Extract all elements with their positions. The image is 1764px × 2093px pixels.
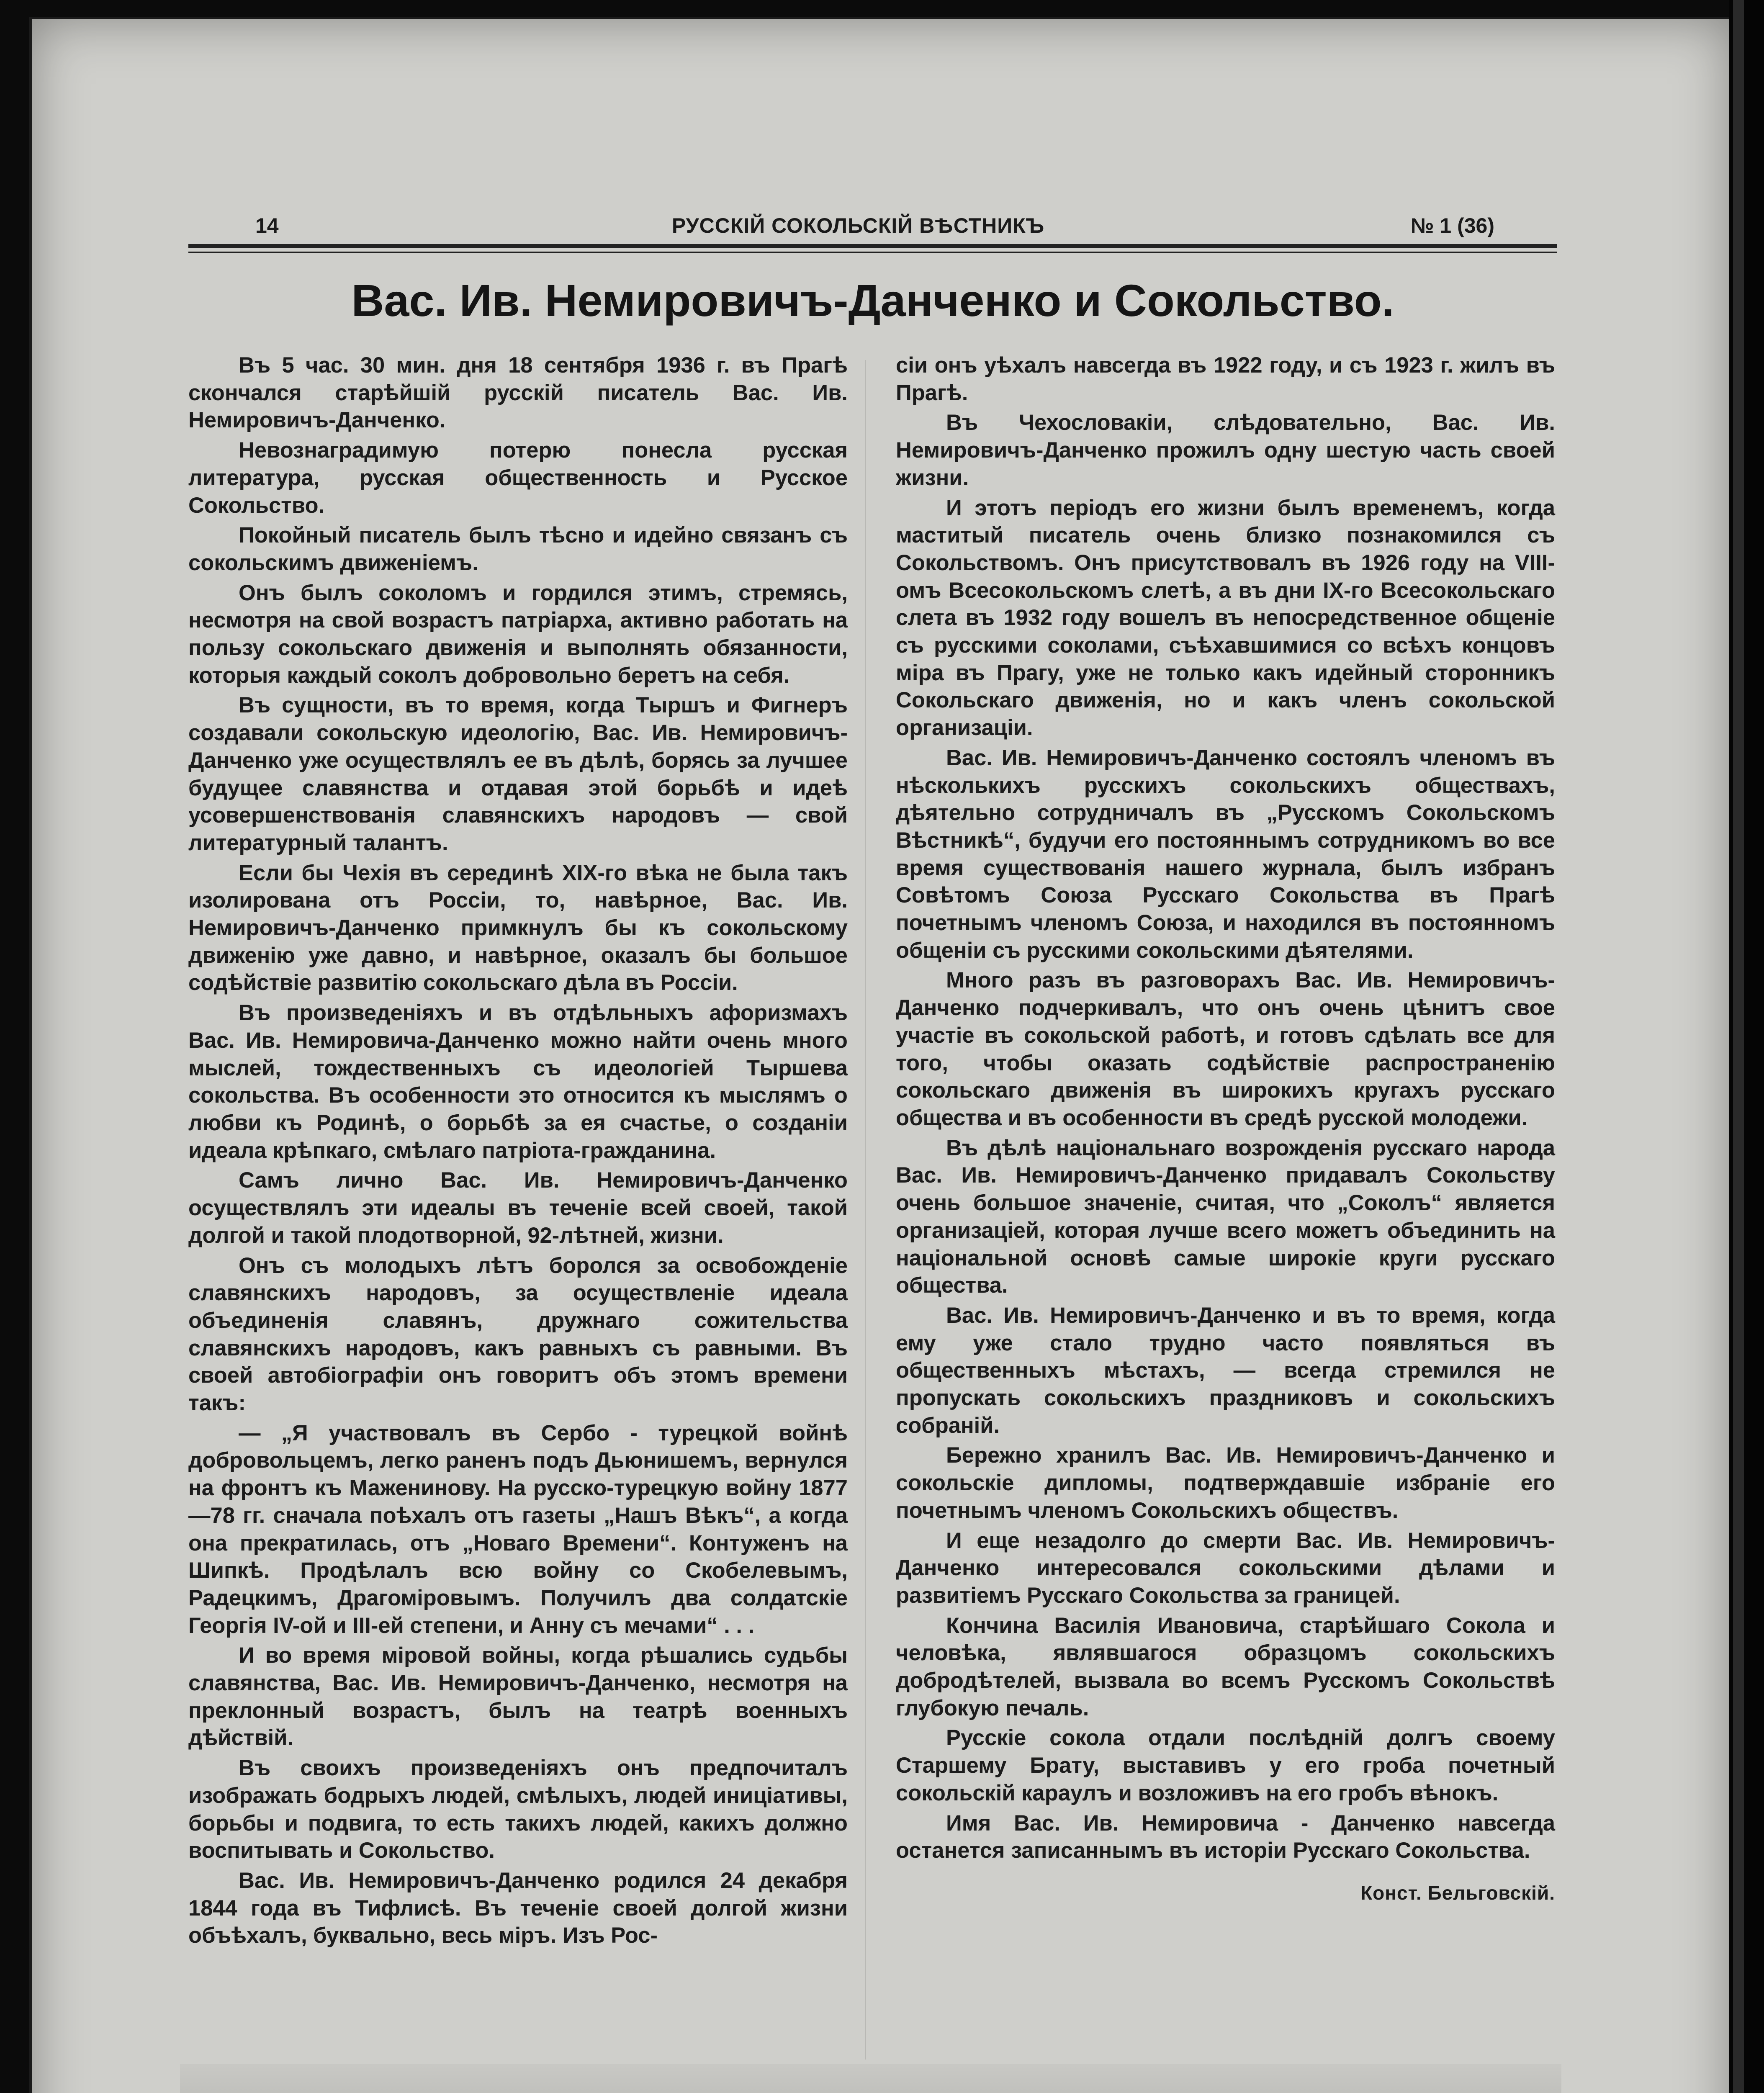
paragraph: Онъ съ молодыхъ лѣтъ боролся за освобожденіе славянскихъ народовъ, за осуществленіе идеала объединенія славянъ, дружнаго сожительства славянскихъ народовъ, какъ равныхъ съ равными. Въ своей автобіографіи онъ говоритъ объ этомъ времени такъ: xyxy=(188,1253,848,1416)
bleed-through-shadow xyxy=(180,2064,1561,2093)
paragraph: Вас. Ив. Немировичъ-Данченко состоялъ членомъ въ нѣсколькихъ русскихъ сокольскихъ обществахъ, дѣятельно сотрудничалъ въ „Русскомъ Сокольскомъ Вѣстникѣ“, будучи его постояннымъ сотрудникомъ во все время существованія нашего журнала, былъ избранъ Совѣтомъ Союза Русскаго Сокольства въ Прагѣ почетнымъ членомъ Союза, и находился въ постоянномъ общеніи съ русскими сокольскими дѣятелями. xyxy=(896,745,1555,963)
scan-right-edge xyxy=(1729,0,1764,2093)
paragraph-continuation: сіи онъ уѣхалъ навсегда въ 1922 году, и съ 1923 г. жилъ въ Прагѣ. xyxy=(896,353,1555,405)
paragraph: Самъ лично Вас. Ив. Немировичъ-Данченко осуществлялъ эти идеалы въ теченіе всей своей, такой долгой и такой плодотворной, 92-лѣтней, жизни. xyxy=(188,1168,848,1248)
page-number: 14 xyxy=(255,214,279,237)
scan-edge-strip xyxy=(1733,0,1744,2093)
paragraph: — „Я участвовалъ въ Сербо - турецкой войнѣ добровольцемъ, легко раненъ подъ Дьюнишемъ, вернулся на фронтъ къ Маженинову. На русско-турецкую войну 1877—78 гг. сначала поѣхалъ отъ газеты „Нашъ Вѣкъ“, а когда она прекратилась, отъ „Новаго Времени“. Контуженъ на Шипкѣ. Продѣлалъ всю войну со Скобелевымъ, Радецкимъ, Драгоміровымъ. Получилъ два солдатскіе Георгія IV-ой и III-ей степени, и Анну съ мечами“ . . . xyxy=(188,1420,848,1638)
paragraph: Русскіе сокола отдали послѣдній долгъ своему Старшему Брату, выставивъ у его гроба почетный сокольскій караулъ и возложивъ на его гробъ вѣнокъ. xyxy=(896,1725,1555,1805)
paragraph: И этотъ періодъ его жизни былъ временемъ, когда маститый писатель очень близко познакомился съ Сокольствомъ. Онъ присутствовалъ въ 1926 году на VIII-омъ Всесокольскомъ слетѣ, а въ дни IX-го Всесокольскаго слета въ 1932 году вошелъ въ непосредственное общеніе съ русскими соколами, съѣхавшимися со всѣхъ концовъ міра въ Прагу, уже не только какъ идейный сторонникъ Сокольскаго движенія, но и какъ членъ сокольской организаціи. xyxy=(896,495,1555,741)
paragraph: Покойный писатель былъ тѣсно и идейно связанъ съ сокольскимъ движеніемъ. xyxy=(188,523,848,575)
paragraph: Въ 5 час. 30 мин. дня 18 сентября 1936 г. въ Прагѣ скончался старѣйшій русскій писатель Вас. Ив. Немировичъ-Данченко. xyxy=(188,353,848,433)
paragraph: Въ Чехословакіи, слѣдовательно, Вас. Ив. Немировичъ-Данченко прожилъ одну шестую часть своей жизни. xyxy=(896,410,1555,490)
paragraph: И еще незадолго до смерти Вас. Ив. Немировичъ-Данченко интересовался сокольскими дѣлами и развитіемъ Русскаго Сокольства за границей. xyxy=(896,1528,1555,1608)
paragraph: Онъ былъ соколомъ и гордился этимъ, стремясь, несмотря на свой возрастъ патріарха, активно работать на пользу сокольскаго движенія и выполнять обязанности, которыя каждый соколъ добровольно беретъ на себя. xyxy=(188,580,848,688)
paragraph: Въ сущности, въ то время, когда Тыршъ и Фигнеръ создавали сокольскую идеологію, Вас. Ив. Немировичъ-Данченко уже осуществлялъ ее въ дѣлѣ, борясь за лучшее будущее славянства и отдавая этой борьбѣ и идеѣ усовершенствованія славянскихъ народовъ — свой литературный талантъ. xyxy=(188,693,848,855)
paragraph: Много разъ въ разговорахъ Вас. Ив. Немировичъ-Данченко подчеркивалъ, что онъ очень цѣнитъ свое участіе въ сокольской работѣ, и готовъ сдѣлать все для того, чтобы оказать содѣйствіе распространенію сокольскаго движенія въ широкихъ кругахъ русскаго общества и въ особенности въ средѣ русской молодежи. xyxy=(896,968,1555,1130)
author-signature: Конст. Бельговскій. xyxy=(1360,1882,1555,1904)
column-gutter xyxy=(865,360,866,2060)
paragraph: И во время міровой войны, когда рѣшались судьбы славянства, Вас. Ив. Немировичъ-Данченко, несмотря на преклонный возрастъ, былъ на театрѣ военныхъ дѣйствій. xyxy=(188,1643,848,1751)
paragraph: Имя Вас. Ив. Немировича - Данченко навсегда останется записаннымъ въ исторіи Русскаго Сокольства. xyxy=(896,1810,1555,1863)
header-rule-thick xyxy=(188,244,1557,248)
paragraph: Невознаградимую потерю понесла русская литература, русская общественность и Русское Сокольство. xyxy=(188,438,848,518)
paragraph: Въ своихъ произведеніяхъ онъ предпочиталъ изображать бодрыхъ людей, смѣлыхъ, людей иниціативы, борьбы и подвига, то есть такихъ людей, какихъ должно воспитывать и Сокольство. xyxy=(188,1756,848,1863)
right-column xyxy=(896,352,1555,1910)
issue-number: № 1 (36) xyxy=(1410,214,1494,237)
paragraph: Бережно хранилъ Вас. Ив. Немировичъ-Данченко и сокольскіе дипломы, подтверждавшіе избраніе его почетнымъ членомъ Сокольскихъ обществъ. xyxy=(896,1443,1555,1523)
paragraph: Кончина Василія Ивановича, старѣйшаго Сокола и человѣка, являвшагося образцомъ сокольскихъ добродѣтелей, вызвала во всемъ Русскомъ Сокольствѣ глубокую печаль. xyxy=(896,1613,1555,1720)
paragraph: Вас. Ив. Немировичъ-Данченко родился 24 декабря 1844 года въ Тифлисѣ. Въ теченіе своей долгой жизни объѣхалъ, буквально, весь міръ. Изъ Рос- xyxy=(188,1868,848,1948)
paragraph: Если бы Чехія въ серединѣ XIX-го вѣка не была такъ изолирована отъ Россіи, то, навѣрное, Вас. Ив. Немировичъ-Данченко примкнулъ бы къ сокольскому движенію уже давно, и навѣрное, оказалъ бы большое содѣйствіе развитію сокольскаго дѣла въ Россіи. xyxy=(188,860,848,995)
journal-title: РУССКІЙ СОКОЛЬСКІЙ ВѢСТНИКЪ xyxy=(671,214,1045,237)
paragraph: Въ произведеніяхъ и въ отдѣльныхъ афоризмахъ Вас. Ив. Немировича-Данченко можно найти очень много мыслей, тождественныхъ съ идеологіей Тыршева сокольства. Въ особенности это относится къ мыслямъ о любви къ Родинѣ, о борьбѣ за ея счастье, о созданіи идеала крѣпкаго, смѣлаго патріота-гражданина. xyxy=(188,1000,848,1163)
left-column xyxy=(188,352,848,1952)
paragraph: Въ дѣлѣ національнаго возрожденія русскаго народа Вас. Ив. Немировичъ-Данченко придавалъ Сокольству очень большое значеніе, считая, что „Соколъ“ является организаціей, которая лучше всего можетъ объединить на національной основѣ самые широкіе круги русскаго общества. xyxy=(896,1135,1555,1298)
running-header xyxy=(159,213,1557,243)
article-title: Вас. Ив. Немировичъ-Данченко и Сокольство. xyxy=(351,275,1394,326)
header-rule-thin xyxy=(188,252,1557,253)
paragraph: Вас. Ив. Немировичъ-Данченко и въ то время, когда ему уже стало трудно часто появляться въ общественныхъ мѣстахъ, — всегда стремился не пропускать сокольскихъ праздниковъ и сокольскихъ собраній. xyxy=(896,1303,1555,1438)
